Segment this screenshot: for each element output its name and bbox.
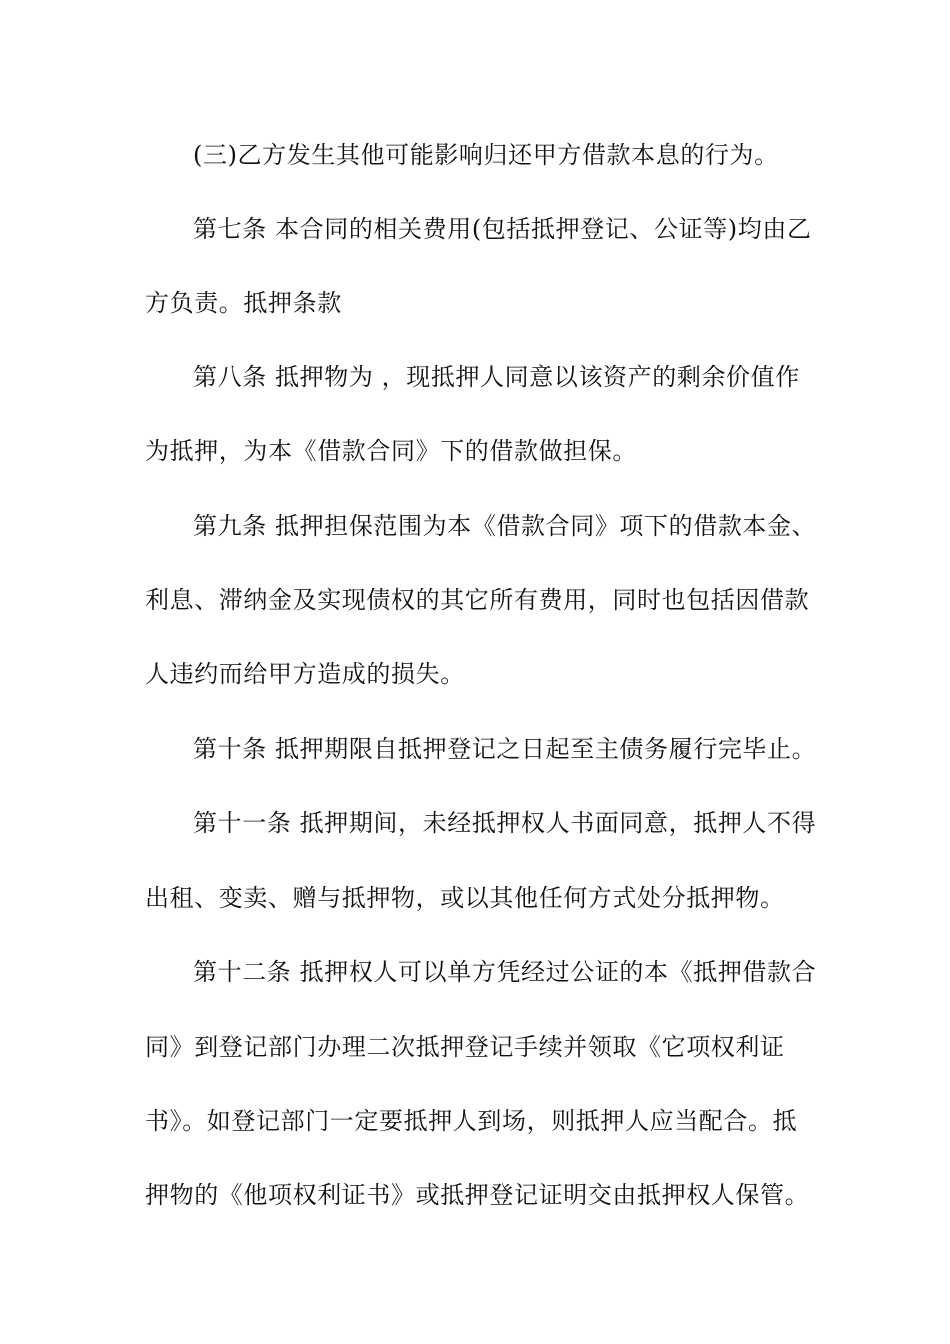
paragraph-line: (三)乙方发生其他可能影响归还甲方借款本息的行为。 (193, 141, 779, 169)
paragraph-line: 第十二条 抵押权人可以单方凭经过公证的本《抵押借款合 (193, 958, 817, 986)
paragraph-line: 出租、变卖、赠与抵押物，或以其他任何方式处分抵押物。 (145, 884, 785, 912)
paragraph-line: 第七条 本合同的相关费用(包括抵押登记、公证等)均由乙 (193, 215, 812, 243)
paragraph-line: 第九条 抵押担保范围为本《借款合同》项下的借款本金、 (193, 512, 817, 540)
paragraph-line: 第十条 抵押期限自抵押登记之日起至主债务履行完毕止。 (193, 735, 817, 763)
paragraph-line: 押物的《他项权利证书》或抵押登记证明交由抵押权人保管。 (145, 1181, 810, 1209)
paragraph-line: 书》。如登记部门一定要抵押人到场，则抵押人应当配合。抵 (145, 1107, 798, 1135)
paragraph-line: 为抵押，为本《借款合同》下的借款做担保。 (145, 437, 637, 465)
paragraph-line: 利息、滞纳金及实现债权的其它所有费用，同时也包括因借款 (145, 586, 810, 614)
paragraph-line: 人违约而给甲方造成的损失。 (145, 660, 465, 688)
paragraph-line: 第八条 抵押物为 ，现抵押人同意以该资产的剩余价值作 (193, 363, 800, 391)
paragraph-line: 第十一条 抵押期间，未经抵押权人书面同意，抵押人不得 (193, 809, 817, 837)
paragraph-line: 方负责。抵押条款 (145, 289, 342, 317)
paragraph-line: 同》到登记部门办理二次抵押登记手续并领取《它项权利证 (145, 1033, 785, 1061)
